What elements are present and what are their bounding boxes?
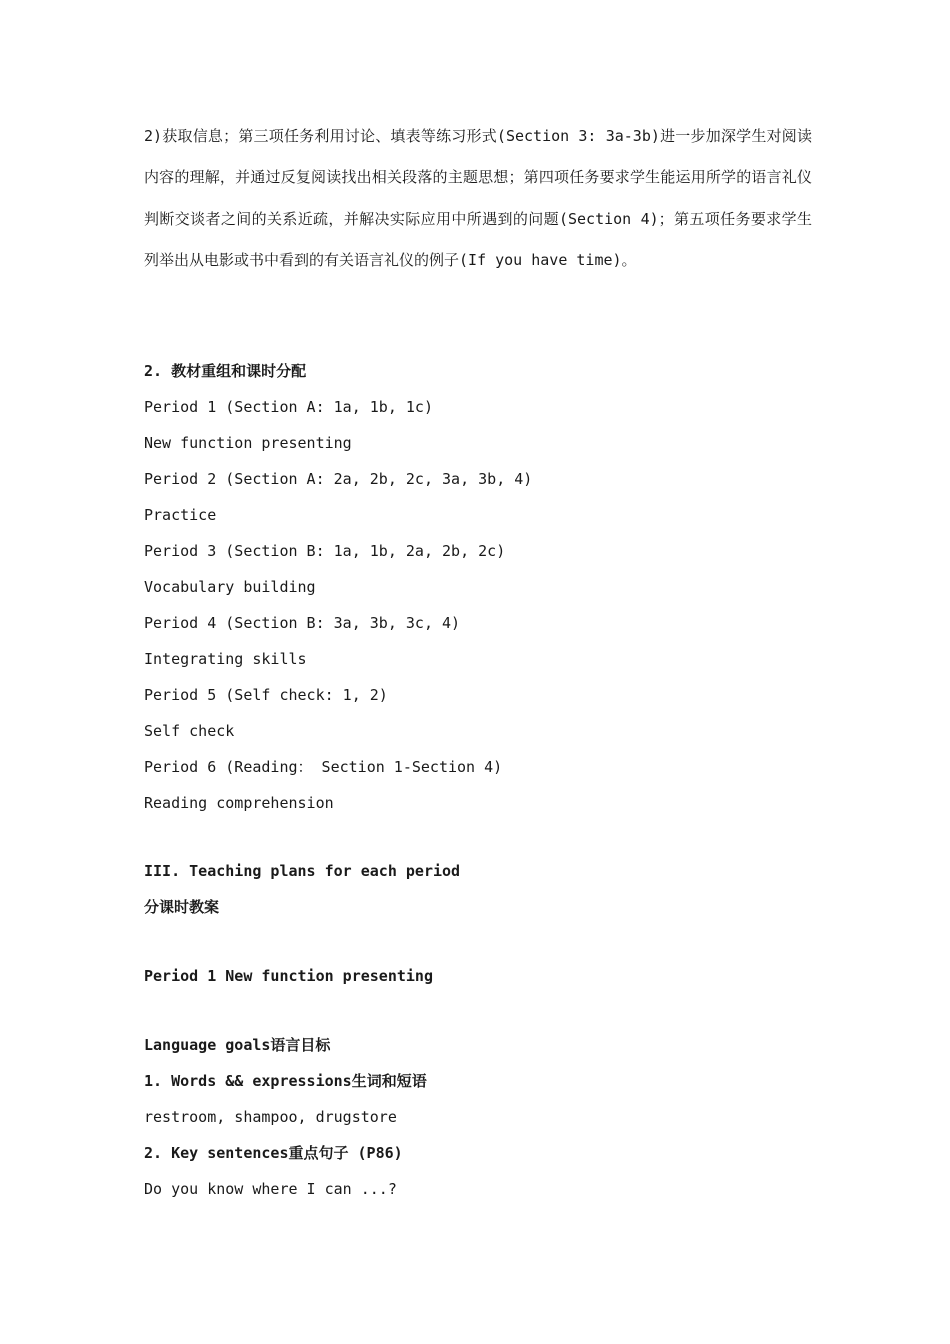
language-goals-heading: Language goals语言目标 [144, 1036, 331, 1054]
period-1-desc: New function presenting [144, 434, 352, 452]
period-6-title: Period 6 (Reading： Section 1-Section 4) [144, 758, 503, 776]
period-4-title: Period 4 (Section B: 3a, 3b, 3c, 4) [144, 614, 461, 632]
period-2-desc: Practice [144, 506, 217, 524]
section-2-heading: 2. 教材重组和课时分配 [144, 362, 307, 380]
period-1-heading: Period 1 New function presenting [144, 967, 433, 985]
period-3-desc: Vocabulary building [144, 578, 316, 596]
period-6-desc: Reading comprehension [144, 794, 334, 812]
period-4-desc: Integrating skills [144, 650, 307, 668]
section-3-heading: III. Teaching plans for each period [144, 862, 461, 880]
words-heading: 1. Words && expressions生词和短语 [144, 1072, 427, 1090]
words-list: restroom, shampoo, drugstore [144, 1108, 397, 1126]
key-sentence-1: Do you know where I can ...? [144, 1180, 397, 1198]
period-1-title: Period 1 (Section A: 1a, 1b, 1c) [144, 398, 433, 416]
period-5-desc: Self check [144, 722, 235, 740]
intro-paragraph: 2)获取信息；第三项任务利用讨论、填表等练习形式(Section 3: 3a-3b)进一步加深学生对阅读内容的理解，并通过反复阅读找出相关段落的主题思想；第四项任务要求学生能运用所学的语言礼仪判断交谈者之间的关系近疏，并解决实际应用中所遇到的问题(Section 4)；第五项任务要求学生列举出从电影或书中看到的有关语言礼仪的例子(If you have time)。 [144, 127, 812, 269]
period-2-title: Period 2 (Section A: 2a, 2b, 2c, 3a, 3b, 4) [144, 470, 533, 488]
period-5-title: Period 5 (Self check: 1, 2) [144, 686, 388, 704]
section-3-heading-cn: 分课时教案 [144, 898, 220, 916]
key-sentences-heading: 2. Key sentences重点句子 (P86) [144, 1144, 403, 1162]
period-3-title: Period 3 (Section B: 1a, 1b, 2a, 2b, 2c) [144, 542, 506, 560]
